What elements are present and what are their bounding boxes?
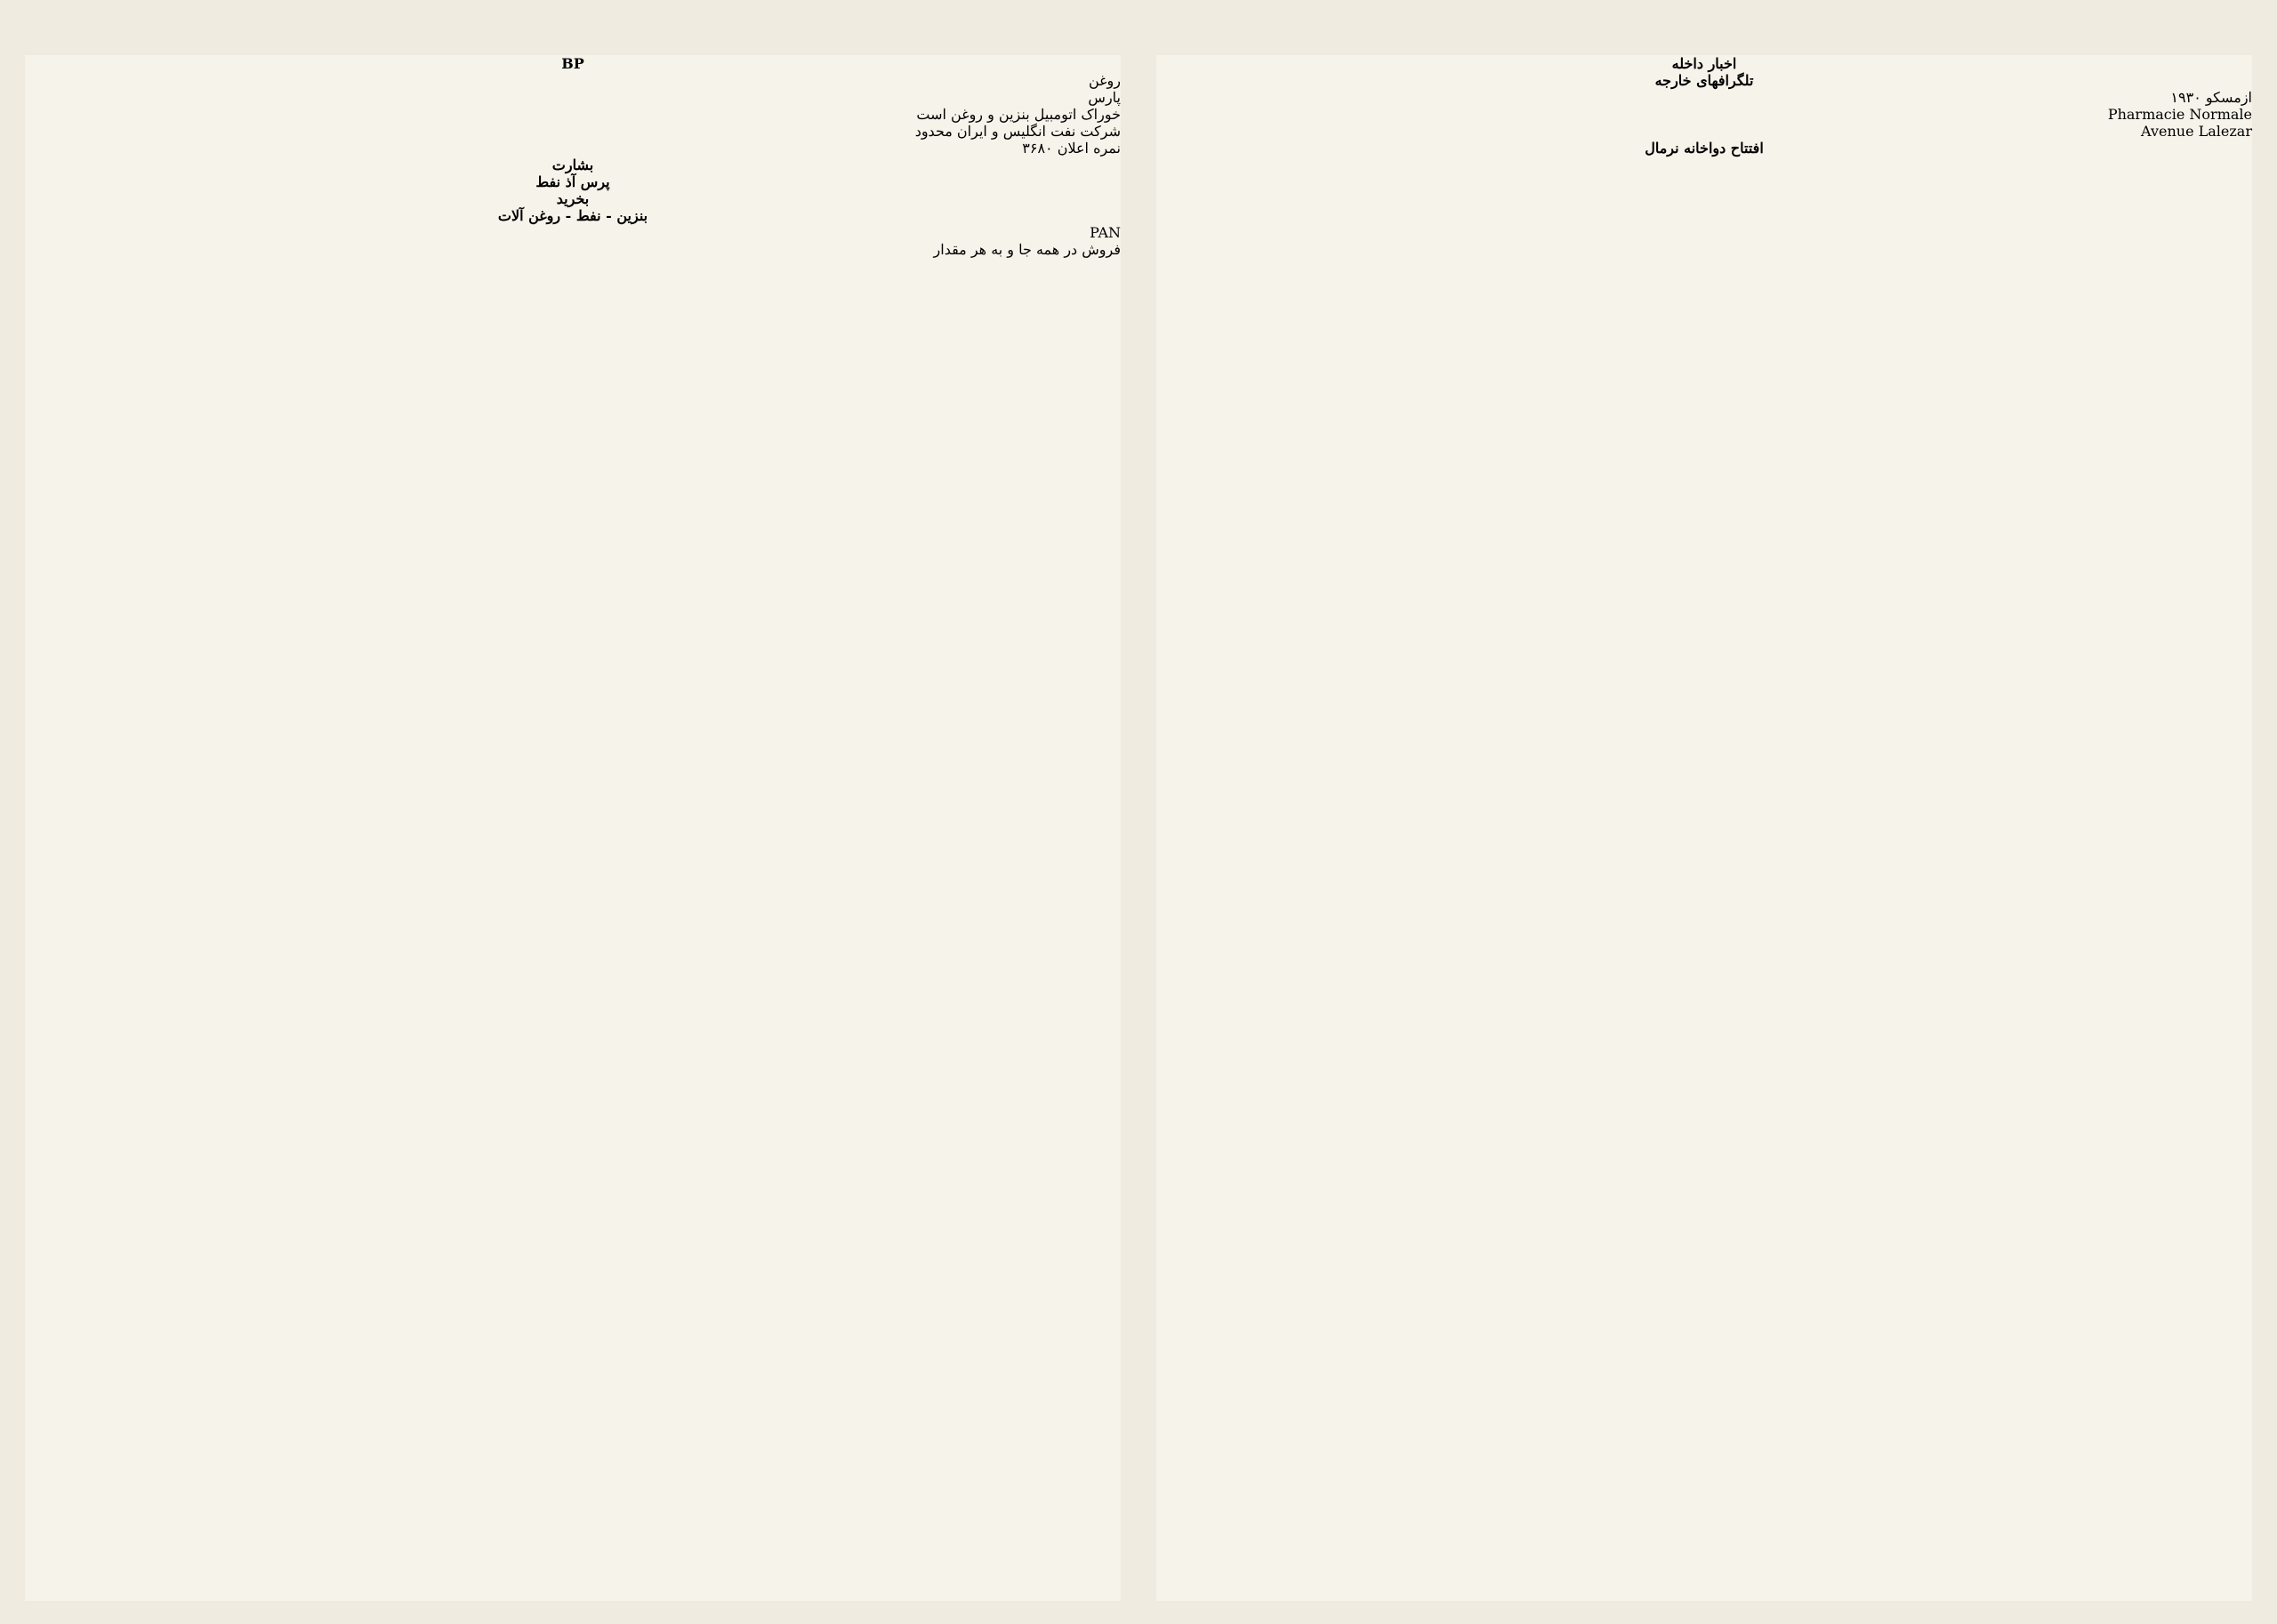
bp-tagline: خوراک اتومبیل بنزین و روغن است <box>916 106 1121 123</box>
pharmacy-headline: افتتاح دواخانه نرمال <box>1645 140 1764 157</box>
bp-company: شرکت نفت انگلیس و ایران محدود <box>914 123 1121 140</box>
news-headline: اخبار داخله <box>1671 55 1737 72</box>
bp-notice-no: نمره اعلان ۳۶۸۰ <box>1022 140 1121 157</box>
pan-line-3: بنزین - نفط - روغن آلات <box>497 207 648 224</box>
foreign-dateline: ازمسکو ۱۹۳۰ <box>2170 89 2252 106</box>
pan-footer: فروش در همه جا و به هر مقدار <box>933 241 1121 258</box>
right-page <box>1156 55 2252 1601</box>
pan-line-1: پرس آذ نفط <box>535 173 610 190</box>
pan-line-2: بخرید <box>556 190 590 207</box>
bp-word-1: روغن <box>1089 72 1121 89</box>
bp-word-2: پارس <box>1088 89 1121 106</box>
pan-logo: PAN <box>1090 224 1121 241</box>
left-page <box>25 55 1121 1601</box>
pharmacy-latin-2: Avenue Lalezar <box>2141 123 2252 140</box>
bisharat-headline: بشارت <box>551 157 594 173</box>
foreign-headline: تلگرافهای خارجه <box>1654 72 1754 89</box>
pharmacy-latin-1: Pharmacie Normale <box>2107 106 2252 123</box>
bp-logo: BP <box>561 55 584 72</box>
